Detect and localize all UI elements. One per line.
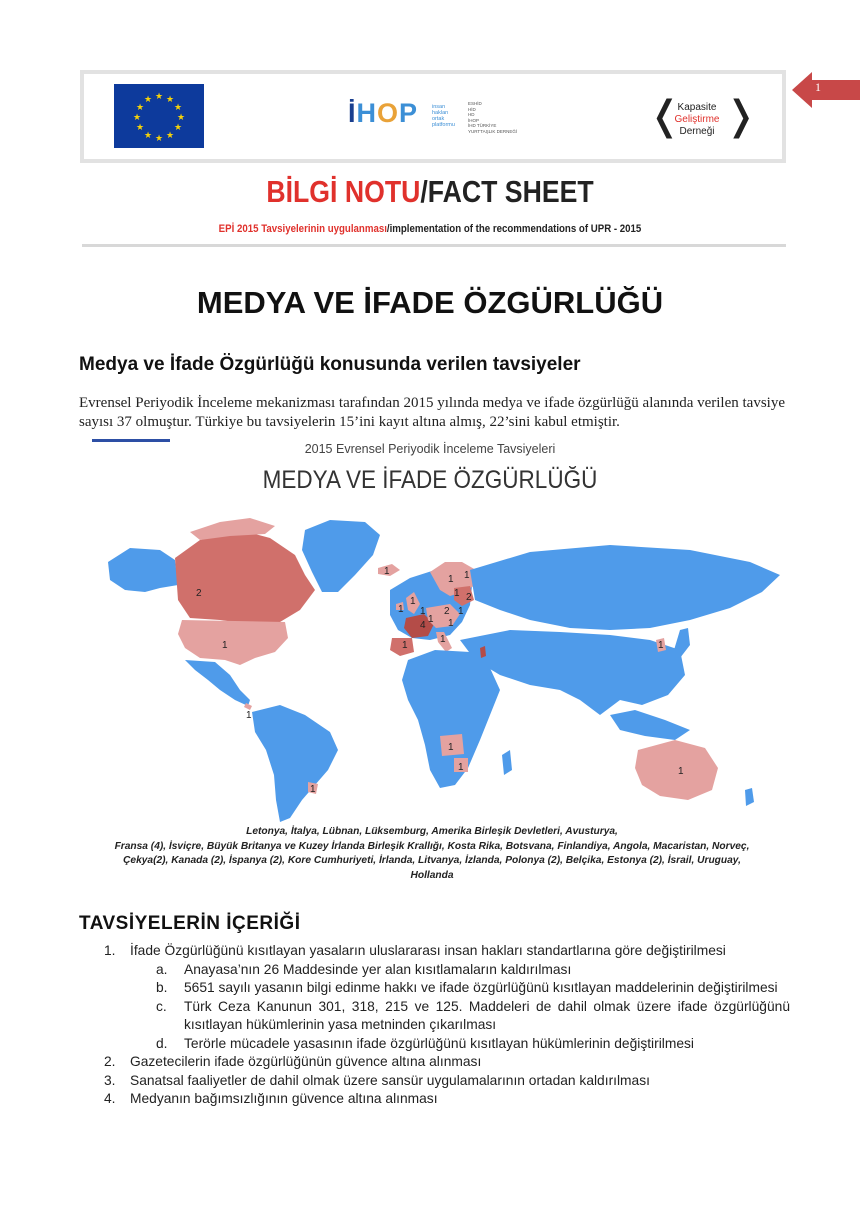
recommendation-list (100, 942, 790, 1109)
map-label-estonia: 2 (466, 592, 472, 603)
svg-text:★: ★ (165, 131, 175, 141)
ihop-wordmark: İHOP (348, 98, 419, 128)
ihop-logo (348, 98, 548, 138)
list-item: 2. Gazetecilerin ifade özgürlüğünün güvence altına alınması (104, 1054, 482, 1069)
israel-lebanon (480, 646, 486, 658)
map-label-uruguay: 1 (310, 784, 316, 795)
logo-header (80, 70, 786, 163)
svg-text:★: ★ (173, 123, 183, 133)
map-label-korea: 1 (658, 640, 664, 651)
map-label-botswana: 1 (458, 762, 464, 773)
page-number: 1 (815, 80, 821, 94)
list-item: 3. Sanatsal faaliyetler de dahil olmak üzere sansür uygulamalarının ortadan kaldırılması (104, 1072, 650, 1088)
svg-text:★: ★ (176, 113, 186, 123)
svg-text:★: ★ (173, 103, 183, 113)
se-asia (610, 710, 690, 740)
map-country-line: Çekya(2), Kanada (2), İspanya (2), Kore Cumhuriyeti, İrlanda, Litvanya, İzlanda, Polonya (2), Belçika, Estonya (2), İsrail, Uruguay, (123, 855, 741, 867)
svg-text:★: ★ (135, 103, 145, 113)
map-label-poland: 2 (444, 606, 450, 617)
svg-text:★: ★ (154, 134, 164, 144)
map-label-latvia: 1 (454, 588, 460, 599)
left-bracket-icon: ❬ (648, 93, 682, 139)
russia-asia (470, 545, 780, 630)
map-country-list (80, 825, 784, 883)
page-number-arrow (792, 70, 860, 110)
divider (82, 244, 786, 247)
sub-list-item: a. Anayasa’nın 26 Maddesinde yer alan kısıtlamaların kaldırılması (156, 961, 572, 977)
kapasite-logo (648, 93, 758, 146)
map-label-australia: 1 (678, 766, 684, 777)
madagascar (502, 750, 512, 775)
svg-text:★: ★ (154, 92, 164, 102)
map-country-line: Fransa (4), İsviçre, Büyük Britanya ve Kuzey İrlanda Birleşik Krallığı, Kosta Rika, Botsvana, Finlandiya, Angola, Macaristan, Norveç, (114, 840, 750, 852)
map-title: MEDYA VE İFADE ÖZGÜRLÜĞÜ (262, 466, 598, 494)
sub-list-item: b. 5651 sayılı yasanın bilgi edinme hakkı ve ifade özgürlüğünü kısıtlayan maddelerinin değiştirilmesi (156, 980, 778, 995)
page-title: MEDYA VE İFADE ÖZGÜRLÜĞÜ (196, 285, 664, 320)
ihop-tagline: insan hakları ortak platformu (432, 104, 455, 128)
sub-list-item: c. Türk Ceza Kanunun 301, 318, 215 ve 125. Maddeleri de dahil olmak üzere ifade özgürlüğünü kısıtlayan hükümlerinin yasa metninden çıkarılması (156, 998, 790, 1032)
map-label-belgium: 1 (428, 614, 434, 625)
map-label-costa-rica: 1 (246, 710, 252, 721)
map-small-title: 2015 Evrensel Periyodik İnceleme Tavsiyeleri (304, 442, 556, 456)
content-title: TAVSİYELERİN İÇERİĞİ (79, 913, 301, 934)
list-item: 1. İfade Özgürlüğünü kısıtlayan yasaların uluslararası insan hakları standartlarına göre değiştirilmesi (104, 943, 726, 958)
map-label-norway: 1 (448, 574, 454, 585)
svg-text:★: ★ (143, 131, 153, 141)
svg-text:★: ★ (132, 113, 142, 123)
svg-text:★: ★ (135, 123, 145, 133)
fact-sheet-title: BİLGİ NOTU/FACT SHEET (266, 174, 594, 209)
map-country-line: Hollanda (410, 869, 454, 881)
right-bracket-icon: ❭ (724, 93, 758, 139)
svg-text:★: ★ (165, 95, 175, 105)
map-label-angola: 1 (448, 742, 454, 753)
map-label-iceland: 1 (384, 566, 390, 577)
map-label-finland: 1 (464, 570, 470, 581)
south-america (252, 705, 338, 822)
africa (402, 650, 500, 788)
eu-flag-logo (114, 84, 204, 148)
canada (175, 530, 315, 624)
usa (178, 620, 288, 665)
map-country-line: Letonya, İtalya, Lübnan, Lüksemburg, Amerika Birleşik Devletleri, Avusturya, (246, 826, 618, 837)
new-zealand (745, 788, 754, 806)
ihop-member-list: ESHİD HİD HD İHOP İHD TÜRKİYE YURTTAŞLIK DERNEĞİ (468, 101, 518, 134)
map-label-netherlands: 1 (420, 606, 426, 617)
fact-sheet-subtitle: EPİ 2015 Tavsiyelerinin uygulanması/implementation of the recommendations of UPR - 2015 (218, 223, 642, 235)
map-label-ireland: 1 (398, 604, 404, 615)
list-item: 4. Medyanın bağımsızlığının güvence altına alınması (104, 1091, 438, 1106)
map-label-france: 4 (420, 620, 426, 631)
map-label-spain: 1 (402, 640, 408, 651)
map-label-austria: 1 (448, 618, 454, 629)
map-label-canada: 2 (196, 588, 202, 599)
mexico (185, 660, 250, 706)
sub-list-item: d. Terörle mücadele yasasının ifade özgürlüğünü kısıtlayan hükümlerinin değiştirilmesi (156, 1035, 694, 1051)
map-label-uk: 1 (410, 596, 416, 607)
greenland (302, 520, 380, 592)
australia (635, 740, 718, 800)
svg-text:★: ★ (143, 95, 153, 105)
alaska (108, 548, 178, 592)
map-label-italy: 1 (440, 634, 446, 645)
map-label-usa: 1 (222, 640, 228, 651)
intro-paragraph: Evrensel Periyodik İnceleme mekanizması tarafından 2015 yılında medya ve ifade özgürlüğü alanında verilen tavsiye sayısı 37 olmuştur. Türkiye bu tavsiyelerin 15’ini kayıt altına almış, 22’sini kabul etmiştir. (79, 395, 785, 430)
kapasite-wordmark: Kapasite Geliştirme Derneği (674, 102, 720, 137)
map-label-lithuania: 1 (458, 606, 464, 617)
section-title: Medya ve İfade Özgürlüğü konusunda verilen tavsiyeler (79, 354, 581, 375)
world-map (90, 500, 780, 825)
